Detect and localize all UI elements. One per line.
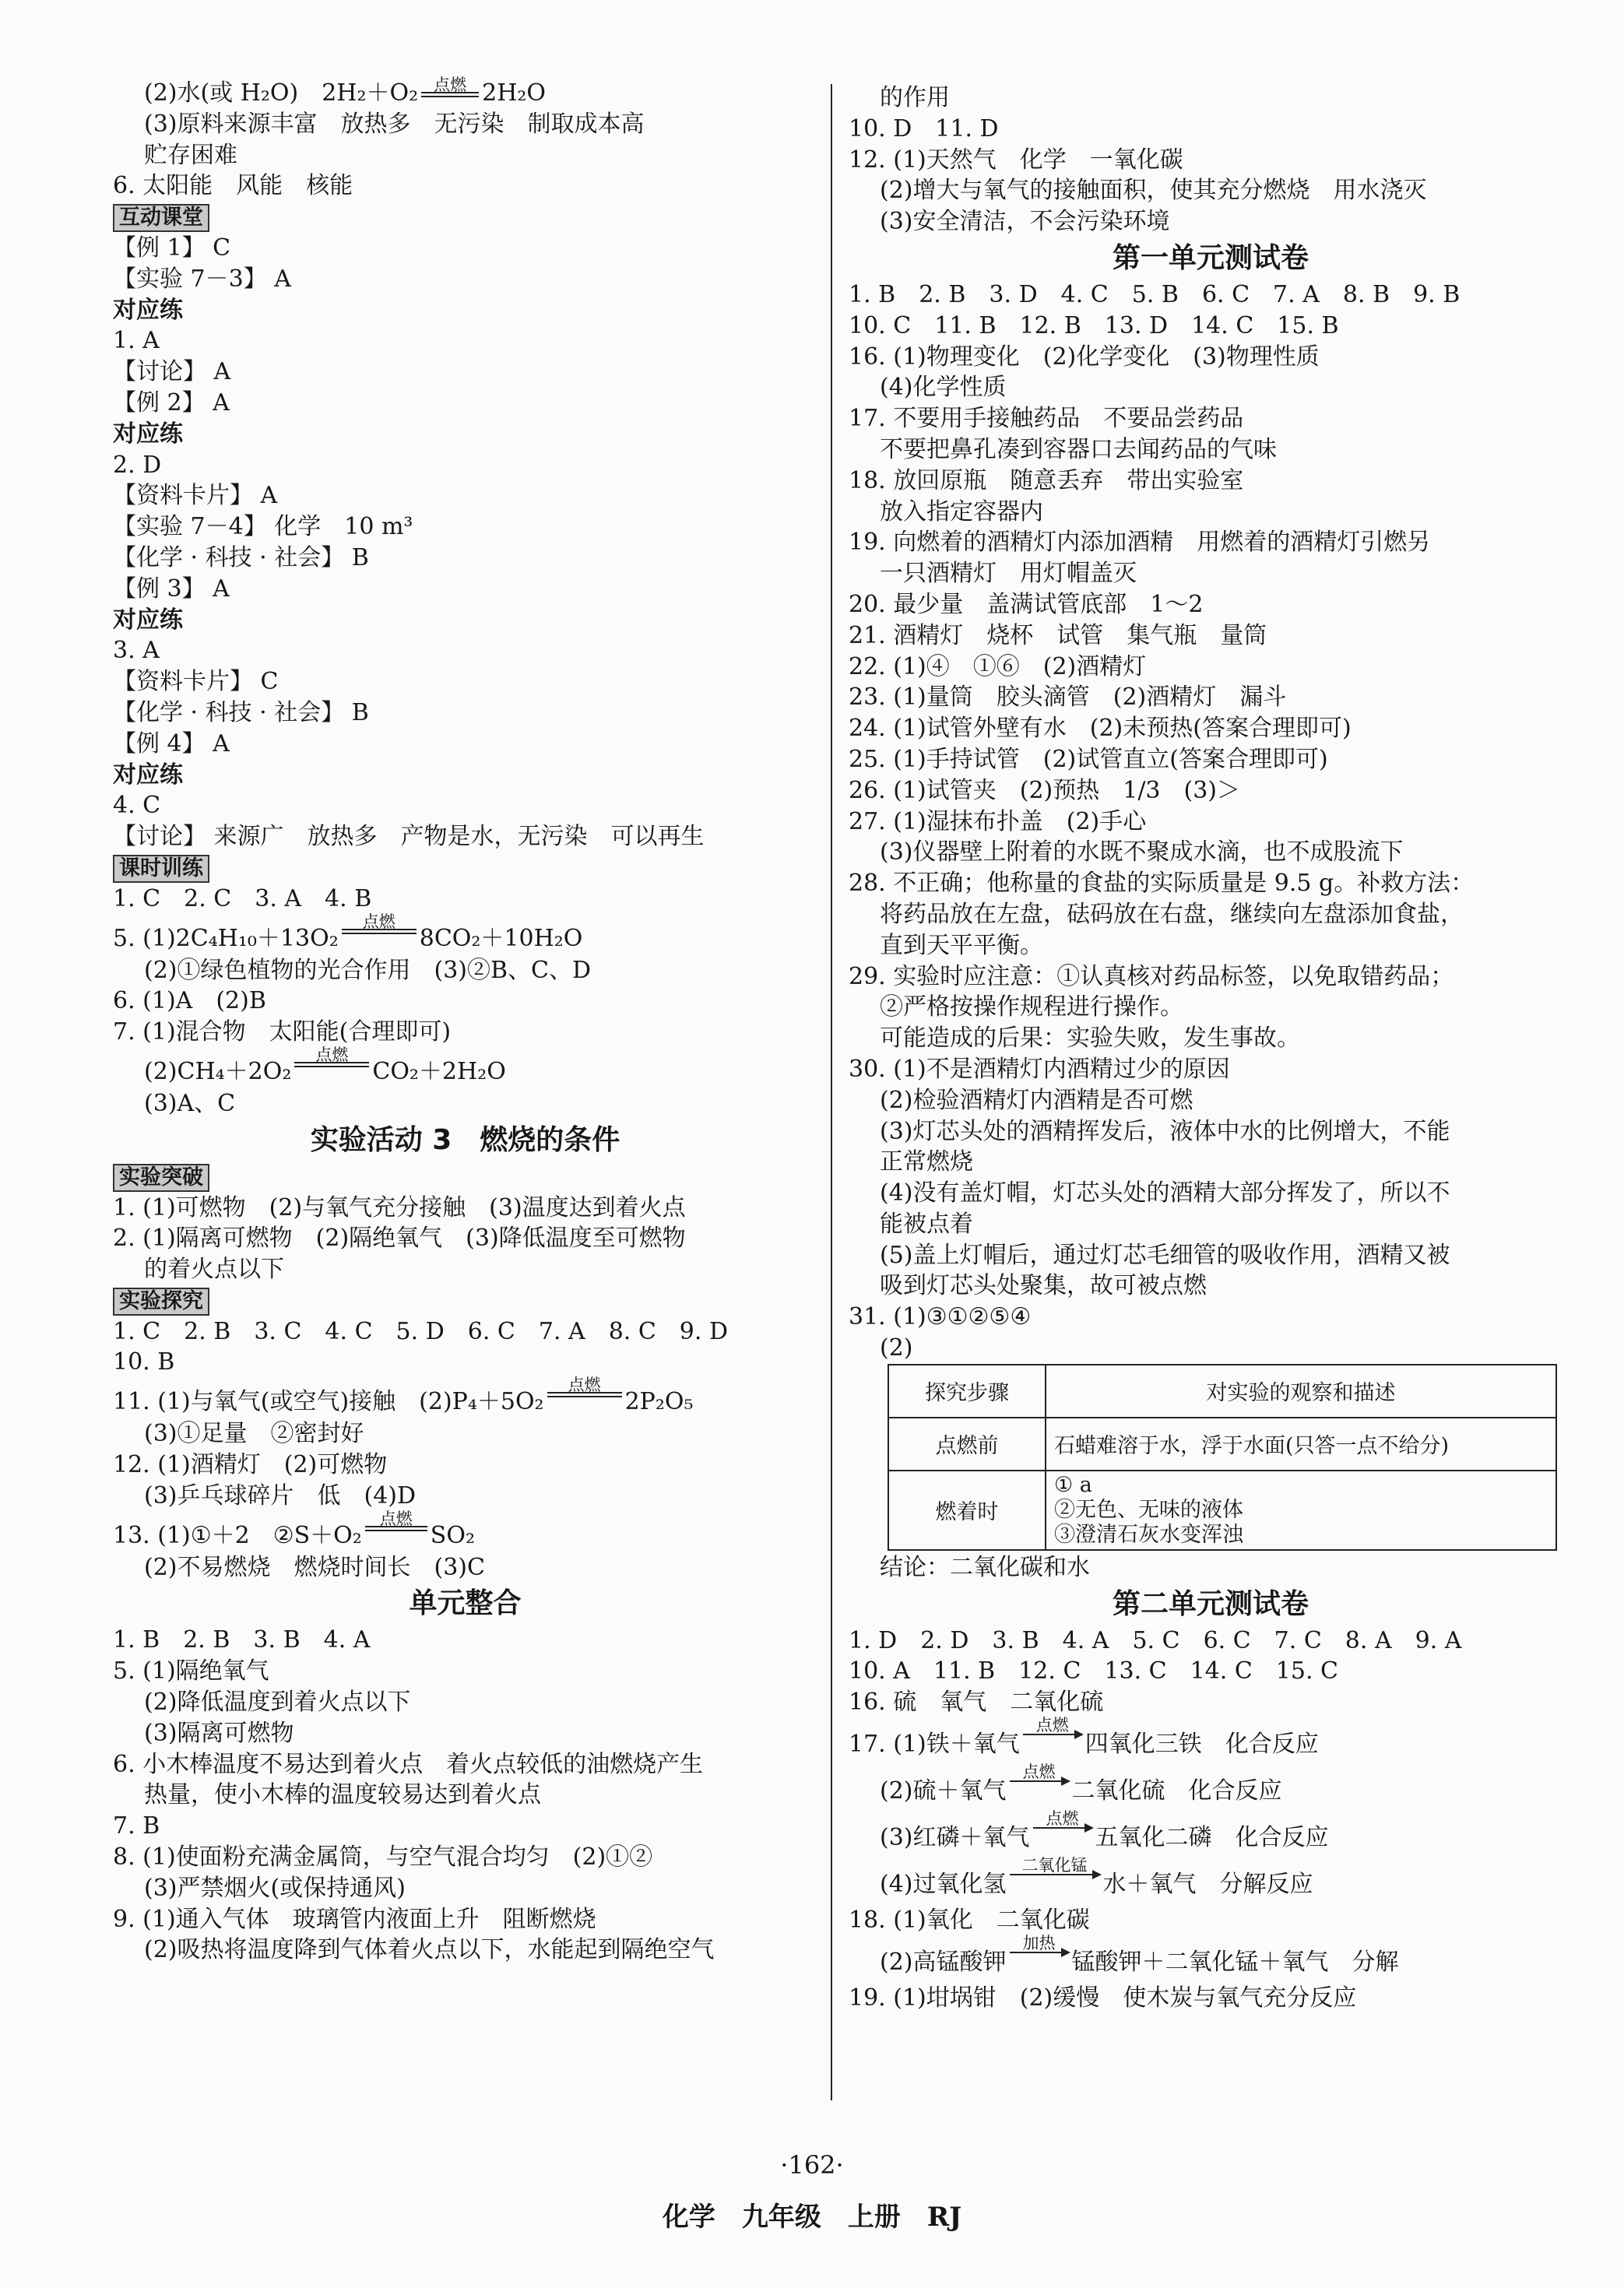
reaction-equals: 点燃 [365,1512,427,1543]
column-divider [831,84,832,2100]
answer-line: 5. (1)2C₄H₁₀＋13O₂ 点燃 8CO₂＋10H₂O [113,912,583,952]
answer-line: 1. C 2. C 3. A 4. B [113,884,372,912]
answer-line: (3)①足量 ②密封好 [144,1420,364,1448]
answer-line: (2)检验酒精灯内酒精是否可燃 [880,1086,1193,1114]
answer-line: (5)盖上灯帽后，通过灯芯毛细管的吸收作用，酒精又被 [880,1241,1450,1269]
section-badge-line [113,1162,817,1193]
answer-line: (3)原料来源丰富 放热多 无污染 制取成本高 [144,110,645,138]
answer-line: (3)严禁烟火(或保持通风) [144,1874,406,1902]
section-badge-line [113,1285,817,1316]
answer-line: 22. (1)④ ①⑥ (2)酒精灯 [849,652,1147,680]
section-badge-line [113,852,817,884]
answer-line: 【例 3】 A [113,575,230,603]
answer-line: 一只酒精灯 用灯帽盖灭 [880,560,1137,588]
answer-line: 将药品放在左盘，砝码放在右盘，继续向左盘添加食盐， [880,900,1464,928]
answer-line: 29. 实验时应注意：①认真核对药品标签，以免取错药品； [849,962,1454,990]
answer-line: 【资料卡片】 A [113,482,278,510]
answer-line: (3)仪器壁上附着的水既不聚成水滴，也不成股流下 [880,838,1404,866]
answer-line: 2. D [113,451,162,479]
answer-line: 16. 硫 氧气 二氧化硫 [849,1689,1104,1717]
answer-line: (3)隔离可燃物 [144,1719,294,1747]
answer-line: (4)化学性质 [880,374,1007,402]
answer-line: 【讨论】 A [113,358,231,386]
table-cell [1046,1471,1556,1550]
answer-line: 1. D 2. D 3. B 4. A 5. C 6. C 7. C 8. A 9. A [849,1626,1462,1654]
left-column [113,78,817,1966]
answer-line: 21. 酒精灯 烧杯 试管 集气瓶 量筒 [849,621,1267,649]
answer-line: 19. 向燃着的酒精灯内添加酒精 用燃着的酒精灯引燃另 [849,529,1431,557]
answer-line: (2)降低温度到着火点以下 [144,1689,411,1717]
page-number: ·162· [780,2150,844,2180]
answer-line: 28. 不正确；他称量的食盐的实际质量是 9.5 g。补救方法： [849,870,1475,898]
answer-line: 能被点着 [880,1210,973,1238]
answer-line: 30. (1)不是酒精灯内酒精过少的原因 [849,1055,1230,1083]
answer-line: 1. B 2. B 3. B 4. A [113,1626,371,1654]
answer-line: 13. (1)①＋2 ②S＋O₂ 点燃 SO₂ [113,1509,475,1549]
answer-line: 5. (1)隔绝氧气 [113,1657,269,1685]
answer-line: (3)安全清洁，不会污染环境 [880,208,1170,236]
answer-line: 7. (1)混合物 太阳能(合理即可) [113,1018,452,1046]
answer-line: 6. (1)A (2)B [113,987,266,1015]
answer-line: (3)乒乓球碎片 低 (4)D [144,1481,417,1510]
answer-line: (2)高锰酸钾 加热 锰酸钾＋二氧化锰＋氧气 分解 [880,1933,1399,1976]
answer-line: 【化学 · 科技 · 社会】 B [113,698,369,726]
answer-line: (4)没有盖灯帽，灯芯头处的酒精大部分挥发了，所以不 [880,1179,1450,1207]
answer-line: 对应练 [113,420,183,448]
answer-line: (3)A、C [144,1089,236,1117]
answer-line: 17. (1)铁＋氧气 点燃 四氧化三铁 化合反应 [849,1716,1319,1759]
answer-line: 放入指定容器内 [880,497,1043,525]
answer-line: 19. (1)坩埚钳 (2)缓慢 使木炭与氧气充分反应 [849,1984,1357,2012]
table-wrapper [849,1364,1573,1552]
answer-line: 9. (1)通入气体 玻璃管内液面上升 阻断燃烧 [113,1905,596,1933]
answer-line: 4. C [113,792,161,820]
section-heading: 单元整合 [409,1587,522,1620]
answer-line: 1. C 2. B 3. C 4. C 5. D 6. C 7. A 8. C 9. D [113,1317,729,1345]
right-column [849,83,1573,2014]
answer-line: 【资料卡片】 C [113,668,279,696]
answer-line: 可能造成的后果：实验失败，发生事故。 [880,1025,1300,1053]
reaction-arrow: 加热 [1010,1936,1069,1967]
answer-line: 【例 2】 A [113,388,230,416]
answer-line: 8. (1)使面粉充满金属筒，与空气混合均匀 (2)①② [113,1843,653,1872]
answer-line: 贮存困难 [144,141,237,169]
answer-line: 吸到灯芯头处聚集，故可被点燃 [880,1272,1207,1300]
answer-line: 【实验 7－3】 A [113,265,291,293]
answer-line: 1. A [113,327,160,355]
answer-line: (4)过氧化氢 二氧化锰 水＋氧气 分解反应 [880,1856,1313,1899]
answer-line: 对应练 [113,761,183,789]
answer-line: 【例 1】 C [113,234,231,262]
answer-line: 的着火点以下 [144,1256,284,1284]
table-cell-line: ③澄清石灰水变浑浊 [1054,1522,1243,1547]
answer-line: 20. 最少量 盖满试管底部 1～2 [849,590,1204,618]
experiment-table [888,1364,1557,1551]
table-cell-line: ②无色、无味的液体 [1054,1497,1243,1522]
table-cell: 燃着时 [888,1471,1046,1550]
answer-line: 【讨论】 来源广 放热多 产物是水，无污染 可以再生 [113,823,705,851]
answer-line: 10. C 11. B 12. B 13. D 14. C 15. B [849,311,1339,339]
answer-line: 25. (1)手持试管 (2)试管直立(答案合理即可) [849,745,1328,773]
answer-line: (2)水(或 H₂O) 2H₂＋O₂ 点燃 2H₂O [113,78,817,109]
answer-line: (2)吸热将温度降到气体着火点以下，水能起到隔绝空气 [144,1936,715,1964]
reaction-equals: 点燃 [294,1048,369,1079]
answer-line: 的作用 [880,84,950,111]
answer-line: 31. (1)③①②⑤④ [849,1303,1032,1331]
answer-line: (2)硫＋氧气 点燃 二氧化硫 化合反应 [880,1763,1282,1805]
section-badge-line [113,202,817,233]
answer-line: 直到天平平衡。 [880,931,1043,959]
answer-line: 10. A 11. B 12. C 13. C 14. C 15. C [849,1657,1339,1685]
section-badge: 实验探究 [113,1288,209,1316]
answer-line: 26. (1)试管夹 (2)预热 1/3 (3)＞ [849,776,1241,804]
answer-line: 6. 小木棒温度不易达到着火点 着火点较低的油燃烧产生 [113,1750,704,1778]
table-cell: 石蜡难溶于水，浮于水面(只答一点不给分) [1046,1418,1556,1471]
answer-line: 结论：二氧化碳和水 [880,1553,1090,1581]
answer-line: 12. (1)天然气 化学 一氧化碳 [849,146,1183,174]
answer-line: 16. (1)物理变化 (2)化学变化 (3)物理性质 [849,343,1320,371]
reaction-equals: 点燃 [547,1378,622,1409]
table-header-cell: 探究步骤 [888,1365,1046,1418]
answer-line: (2)不易燃烧 燃烧时间长 (3)C [144,1553,485,1581]
answer-line: 对应练 [113,606,183,634]
section-badge: 实验突破 [113,1164,209,1192]
answer-line: 17. 不要用手接触药品 不要品尝药品 [849,405,1244,433]
answer-line: 正常燃烧 [880,1148,973,1176]
reaction-equals: 点燃 [421,78,479,109]
answer-line: ②严格按操作规程进行操作。 [880,993,1183,1021]
answer-line: 6. 太阳能 风能 核能 [113,172,353,200]
section-heading: 实验活动 3 燃烧的条件 [310,1123,620,1156]
answer-line: (2) [880,1334,913,1362]
answer-line: 1. B 2. B 3. D 4. C 5. B 6. C 7. A 8. B 9. B [849,280,1461,308]
answer-line: 2. (1)隔离可燃物 (2)隔绝氧气 (3)降低温度至可燃物 [113,1225,686,1253]
answer-line: 【例 4】 A [113,729,230,757]
answer-line: 10. D 11. D [849,114,999,142]
answer-line: 热量，使小木棒的温度较易达到着火点 [144,1781,541,1809]
table-header-cell: 对实验的观察和描述 [1046,1365,1556,1418]
reaction-arrow: 点燃 [1033,1812,1092,1843]
answer-line: 12. (1)酒精灯 (2)可燃物 [113,1451,388,1479]
table-cell-line: ① a [1054,1472,1092,1497]
answer-line: 18. (1)氧化 二氧化碳 [849,1907,1090,1935]
answer-line: 7. B [113,1812,160,1840]
answer-line: 10. B [113,1348,175,1376]
answer-line: (3)灯芯头处的酒精挥发后，液体中水的比例增大，不能 [880,1117,1450,1145]
answer-line: 【化学 · 科技 · 社会】 B [113,543,369,571]
answer-line: 27. (1)湿抹布扑盖 (2)手心 [849,807,1147,835]
answer-line: (2)CH₄＋2O₂ 点燃 CO₂＋2H₂O [144,1045,506,1085]
answer-line: (3)红磷＋氧气 点燃 五氧化二磷 化合反应 [880,1809,1329,1852]
reaction-arrow: 点燃 [1023,1718,1082,1749]
answer-line: 23. (1)量筒 胶头滴管 (2)酒精灯 漏斗 [849,684,1287,712]
answer-line: 1. (1)可燃物 (2)与氧气充分接触 (3)温度达到着火点 [113,1193,686,1221]
answer-line: (2)①绿色植物的光合作用 (3)②B、C、D [144,956,592,984]
section-heading: 第二单元测试卷 [1112,1587,1309,1620]
reaction-arrow: 点燃 [1010,1765,1069,1796]
reaction-arrow: 二氧化锰 [1010,1858,1100,1889]
reaction-equals: 点燃 [342,915,417,946]
answer-line: 对应练 [113,296,183,324]
section-badge: 互动课堂 [113,204,209,232]
section-heading: 第一单元测试卷 [1112,241,1309,274]
answer-line: 不要把鼻孔凑到容器口去闻药品的气味 [880,435,1277,463]
book-footer: 化学 九年级 上册 RJ [662,2202,962,2233]
section-badge: 课时训练 [113,855,209,883]
table-cell: 点燃前 [888,1418,1046,1471]
answer-line: 3. A [113,637,160,665]
answer-line: (2)增大与氧气的接触面积，使其充分燃烧 用水浇灭 [880,177,1427,205]
answer-line: 11. (1)与氧气(或空气)接触 (2)P₄＋5O₂ 点燃 2P₂O₅ [113,1376,694,1416]
answer-line: 【实验 7－4】 化学 10 m³ [113,513,413,541]
answer-line: 24. (1)试管外壁有水 (2)未预热(答案合理即可) [849,715,1352,743]
answer-line: 18. 放回原瓶 随意丢弃 带出实验室 [849,466,1244,494]
